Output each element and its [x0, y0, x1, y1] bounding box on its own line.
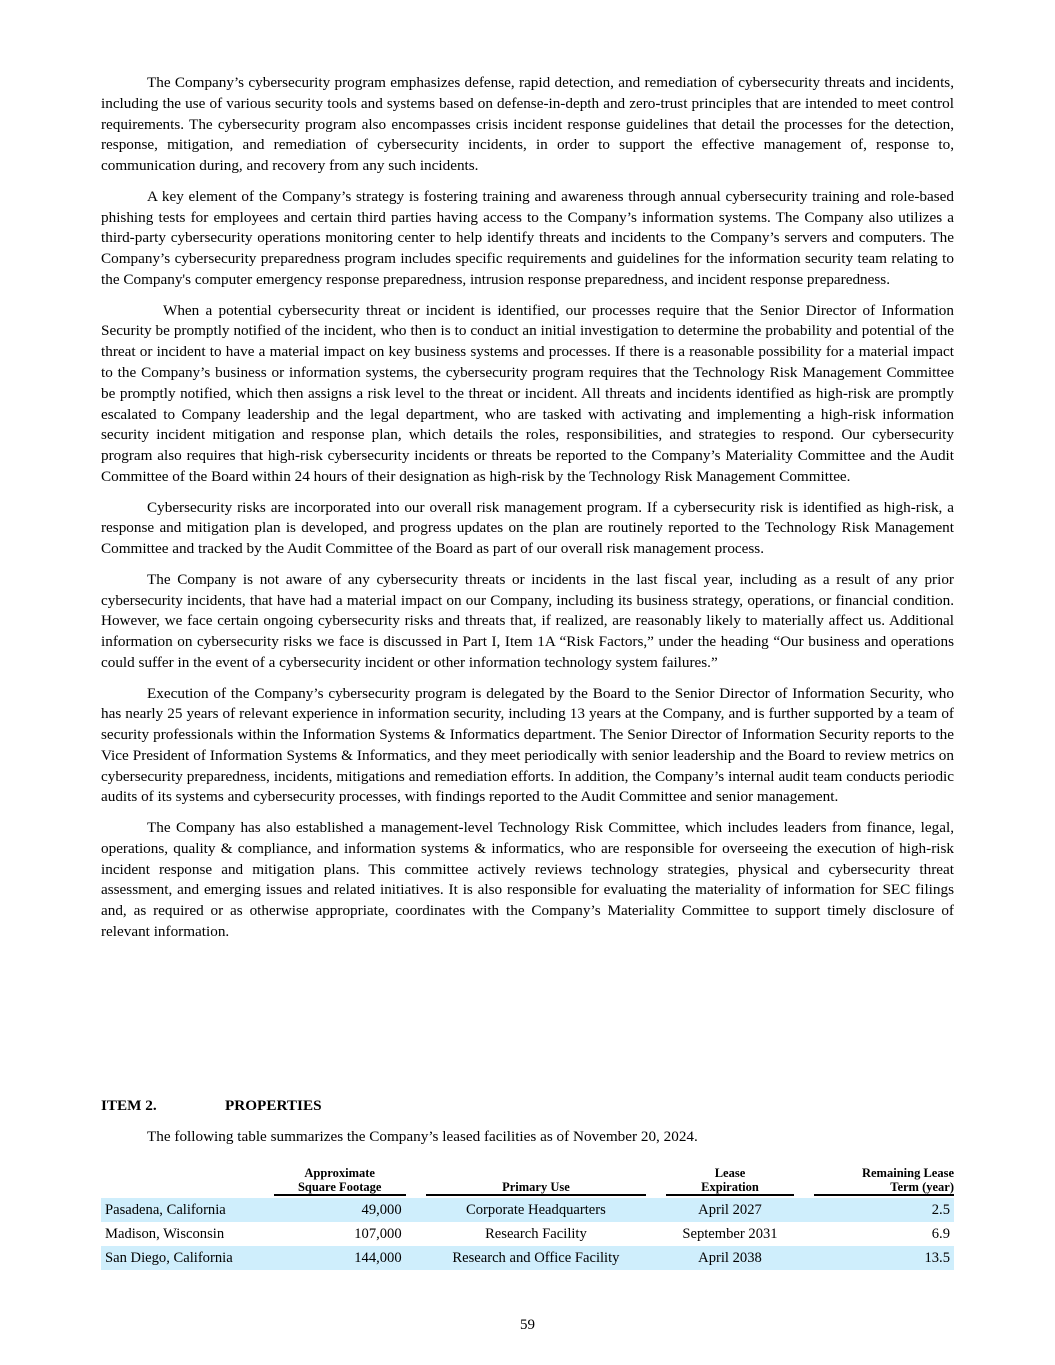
cell-expiration: April 2038 [666, 1246, 794, 1270]
page-number: 59 [520, 1317, 535, 1333]
table-row [101, 1198, 954, 1222]
paragraph: The Company’s cybersecurity program emphasizes defense, rapid detection, and remediation of cybersecurity threats and incidents, including the use of various security tools and systems based on defense-in-depth and zero-trust principles that are intended to meet control requirements. The cybersecurity program also encompasses crisis incident response guidelines that detail the processes for the detection, response, mitigation, and remediation of cybersecurity incidents, in order to support the effective management of, response to, communication during, and recovery from any such incidents. [101, 74, 954, 175]
header-square-footage: Approximate Square Footage [274, 1166, 406, 1198]
table-row [101, 1246, 954, 1270]
paragraph: When a potential cybersecurity threat or incident is identified, our processes require that the Senior Director of Information Security be promptly notified of the incident, who then is to conduct an initial investigation to determine the probability and potential of the threat or incident to have a material impact on key business systems and processes. If there is a reasonable possibility for a material impact to the Company’s business or information systems, the cybersecurity program requires that the Technology Risk Management Committee be promptly notified, which then assigns a risk level to the threat or incident. All threats and incidents identified as high-risk are promptly escalated to Company leadership and the legal department, who are tasked with activating and implementing a high-risk information security incident mitigation and response plan, which details the roles, responsibilities, and strategies to respond. Our cybersecurity program also requires that high-risk cybersecurity incidents or threats be reported to the Company’s Materiality Committee and the Audit Committee of the Board within 24 hours of their designation as high-risk by the Technology Risk Management Committee. [101, 301, 954, 485]
cell-primary-use: Research Facility [485, 1225, 587, 1242]
cybersecurity-text [101, 73, 954, 953]
cell-square-footage: 49,000 [274, 1198, 406, 1222]
table-intro: The following table summarizes the Company’s leased facilities as of November 20, 2024. [147, 1128, 698, 1145]
paragraph: A key element of the Company’s strategy is fostering training and awareness through annual cybersecurity training and role-based phishing tests for employees and certain third parties having access to the Company’s information systems. The Company also utilizes a third-party cybersecurity operations monitoring center to help identify threats and incidents to the Company’s servers and computers. The Company’s cybersecurity preparedness program includes specific requirements and guidelines for the information security team relating to the Company's computer emergency response preparedness, intrusion response preparedness, and incident response preparedness. [101, 187, 954, 288]
cell-location: Pasadena, California [101, 1198, 274, 1222]
table-header-row [101, 1166, 954, 1198]
cell-location: San Diego, California [101, 1246, 274, 1270]
cell-term: 2.5 [814, 1198, 954, 1222]
cell-primary-use: Corporate Headquarters [426, 1198, 646, 1222]
paragraph: The Company is not aware of any cybersecurity threats or incidents in the last fiscal year, including as a result of any prior cybersecurity incidents, that have had a material impact on our Company, including its business strategy, operations, or financial condition. However, we face certain ongoing cybersecurity risks and threats that, if realized, are reasonably likely to materially affect us. Additional information on cybersecurity risks we face is discussed in Part I, Item 1A “Risk Factors,” under the heading “Our business and operations could suffer in the event of a cybersecurity incident or other information technology system failures.” [101, 570, 954, 671]
table-row [101, 1222, 954, 1246]
paragraph: Cybersecurity risks are incorporated into our overall risk management program. If a cybersecurity risk is identified as high-risk, a response and mitigation plan is developed, and progress updates on the plan are routinely reported to the Technology Risk Management Committee and tracked by the Audit Committee of the Board as part of our overall risk management process. [101, 498, 954, 558]
cell-location: Madison, Wisconsin [105, 1225, 225, 1242]
section-heading [101, 1097, 322, 1115]
cell-primary-use: Research and Office Facility [426, 1246, 646, 1270]
header-lease-expiration: Lease Expiration [666, 1166, 794, 1198]
cell-expiration: September 2031 [682, 1225, 778, 1242]
paragraph: Execution of the Company’s cybersecurity program is delegated by the Board to the Senior Director of Information Security, who has nearly 25 years of relevant experience in information security, including 13 years at the Company, and is further supported by a team of security professionals within the Information Systems & Informatics department. The Senior Director of Information Security reports to the Vice President of Information Systems & Informatics, and they meet periodically with senior leadership and the Board to review metrics on cybersecurity preparedness, incidents, mitigations and remediation efforts. In addition, the Company’s internal audit team conducts periodic audits of its systems and cybersecurity processes, with findings reported to the Audit Committee and senior management. [101, 684, 954, 806]
cell-term: 13.5 [814, 1246, 954, 1270]
properties-table [101, 1166, 954, 1270]
header-primary-use: Primary Use [426, 1166, 646, 1198]
cell-expiration: April 2027 [666, 1198, 794, 1222]
item-title: PROPERTIES [225, 1097, 322, 1114]
paragraph: The Company has also established a management-level Technology Risk Committee, which includes leaders from finance, legal, operations, quality & compliance, and information systems & informatics, who are responsible for overseeing the execution of high-risk incident response and mitigation plans. This committee actively reviews technology strategies, physical and cybersecurity threat assessment, and emerging issues and related initiatives. It is also responsible for evaluating the materiality of information for SEC filings and, as required or as otherwise appropriate, coordinates with the Company’s Materiality Committee to support timely disclosure of relevant information. [101, 819, 954, 941]
header-remaining-term: Remaining Lease Term (year) [814, 1166, 954, 1198]
cell-term: 6.9 [931, 1225, 950, 1242]
item-number: ITEM 2. [101, 1097, 157, 1114]
cell-square-footage: 144,000 [274, 1246, 406, 1270]
cell-square-footage: 107,000 [354, 1225, 402, 1242]
